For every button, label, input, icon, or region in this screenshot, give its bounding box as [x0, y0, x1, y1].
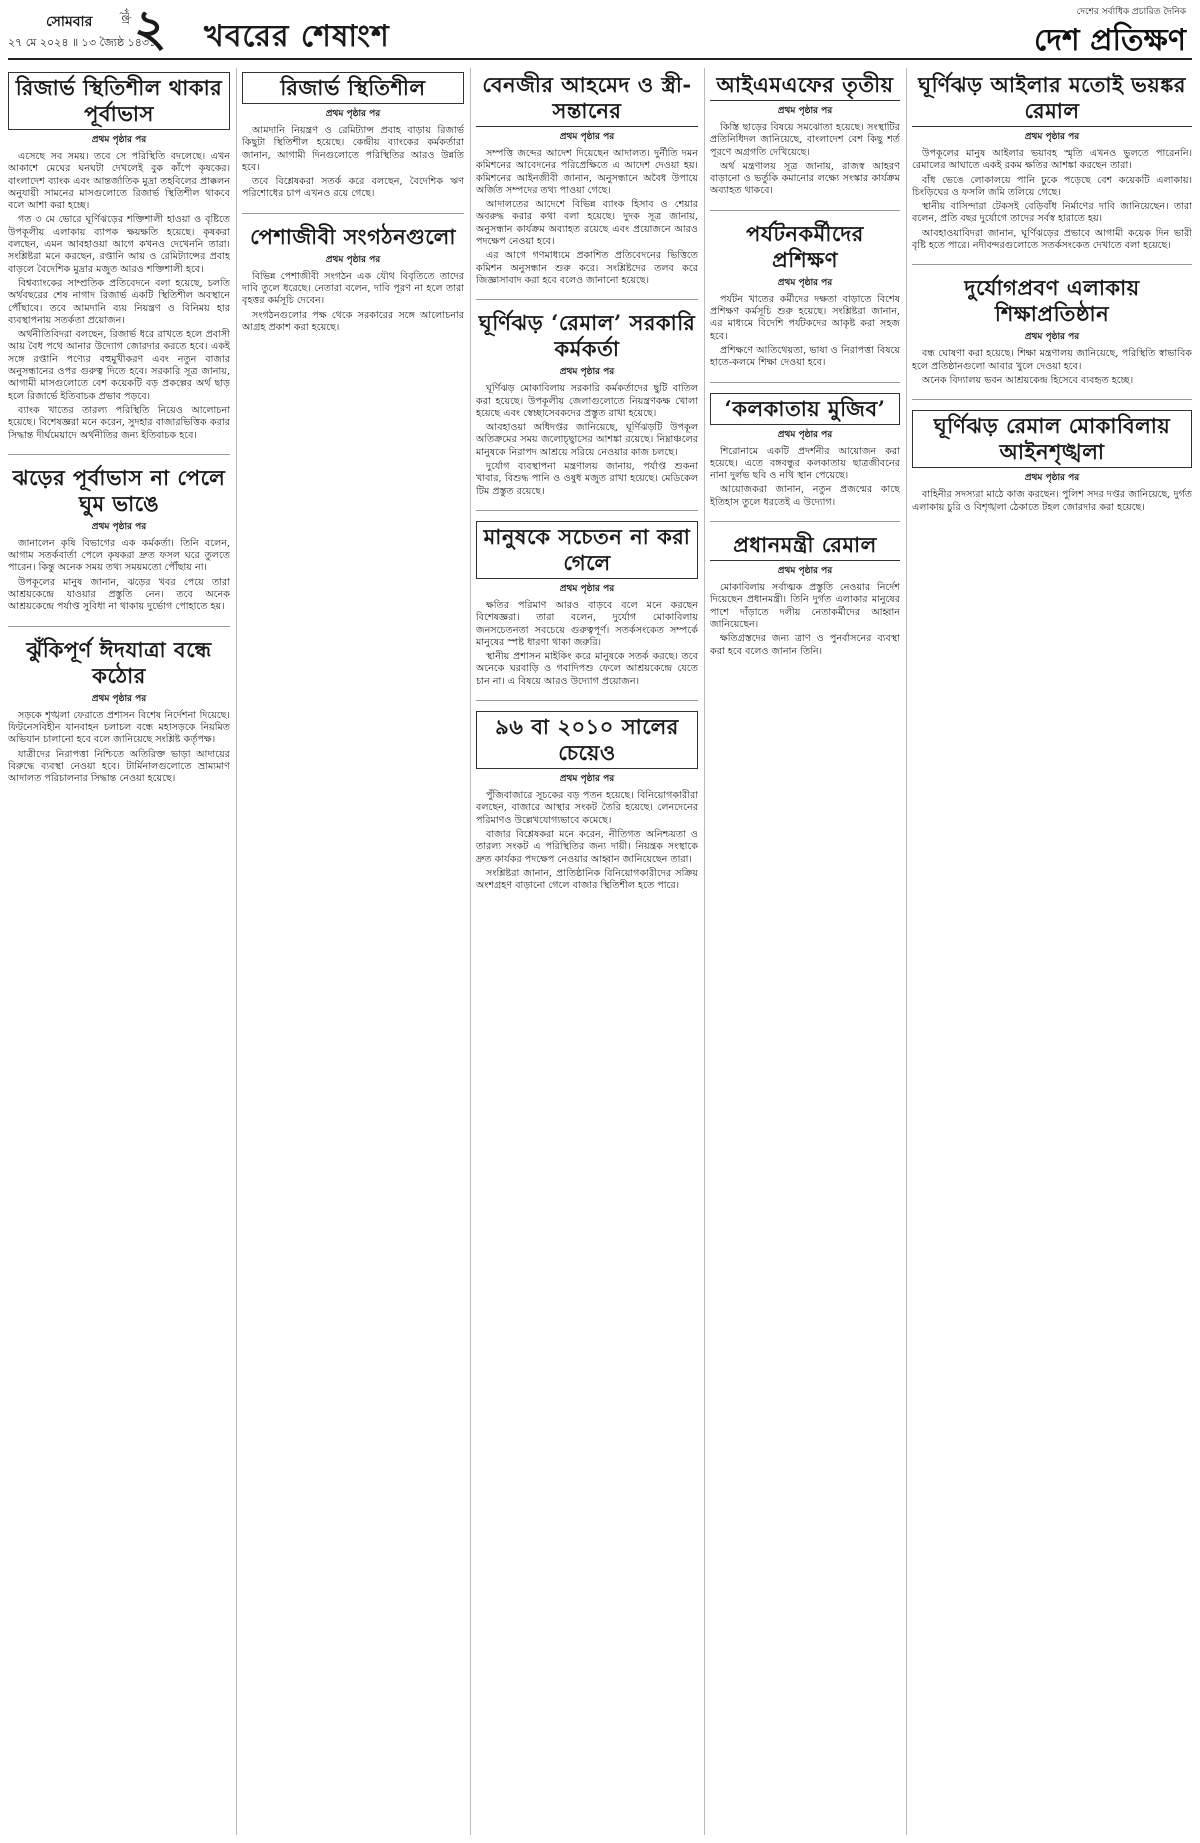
article-body	[710, 294, 900, 370]
paragraph: পুঁজিবাজারে সূচকের বড় পতন হয়েছে। বিনিয়োগকারীরা বলছেন, বাজারে আস্থার সংকট তৈরি হয়েছে। লেনদেনের পরিমাণও উল্লেখযোগ্যভাবে কমেছে।	[476, 790, 698, 826]
paragraph: কিস্তি ছাড়ের বিষয়ে সমঝোতা হয়েছে। সংস্থাটির প্রতিনিধিদল জানিয়েছে, বাংলাদেশ বেশ কিছু শর্ত পূরণে অগ্রগতি দেখিয়েছে।	[710, 122, 900, 158]
article-body	[912, 348, 1192, 387]
article-headline: প্রধানমন্ত্রী রেমাল	[710, 532, 900, 561]
article-headline: রিজার্ভ স্থিতিশীল	[242, 72, 464, 104]
column-5	[912, 68, 1192, 1833]
continued-label: প্রথম পৃষ্ঠার পর	[777, 429, 833, 440]
article-headline: ৯৬ বা ২০১০ সালের চেয়েও	[476, 711, 698, 769]
column-divider	[906, 68, 907, 1835]
masthead-day: সোমবার	[46, 14, 93, 30]
column-4	[710, 68, 900, 1833]
section-title: খবরের শেষাংশ	[204, 19, 390, 54]
article-headline: ঘূর্ণিঝড় আইলার মতোই ভয়ঙ্কর রেমাল	[912, 72, 1192, 127]
column-divider	[470, 68, 471, 1835]
article	[710, 528, 900, 660]
article	[476, 517, 698, 690]
paragraph: আয়োজকরা জানান, নতুন প্রজন্মের কাছে ইতিহাস তুলে ধরতেই এ উদ্যোগ।	[710, 484, 900, 508]
divider	[912, 264, 1192, 265]
continued-label: প্রথম পৃষ্ঠার পর	[91, 693, 147, 704]
masthead-rule	[8, 58, 1192, 60]
continued-label: প্রথম পৃষ্ঠার পর	[559, 367, 615, 378]
newspaper-logo: দেশ প্রতিক্ষণ	[1033, 23, 1186, 58]
article-body	[912, 489, 1192, 514]
paragraph: সড়কে শৃঙ্খলা ফেরাতে প্রশাসন বিশেষ নির্দেশনা দিয়েছে। ফিটনেসবিহীন যানবাহন চলাচল বন্ধে মহাসড়কে নিয়মিত অভিযান চালানো হবে বলে জানিয়েছে সংশ্লিষ্ট কর্তৃপক্ষ।	[8, 709, 230, 746]
paragraph: বাহিনীর সদস্যরা মাঠে কাজ করছেন। পুলিশ সদর দপ্তর জানিয়েছে, দুর্গত এলাকায় চুরি ও বিশৃঙ্খলা ঠেকাতে টহল জোরদার করা হয়েছে।	[912, 489, 1192, 513]
article-headline: আইএমএফের তৃতীয়	[710, 72, 900, 101]
masthead-date: ২৭ মে ২০২৪ ॥ ১৩ জ্যৈষ্ঠ ১৪৩১	[8, 36, 157, 49]
paragraph: মোকাবিলায় সর্বাত্মক প্রস্তুতি নেওয়ার নির্দেশ দিয়েছেন প্রধানমন্ত্রী। তিনি দুর্গত এলাকার মানুষের পাশে দাঁড়াতে দলীয় নেতাকর্মীদের আহ্বান জানিয়েছেন।	[710, 582, 900, 630]
paragraph: তবে বিশ্লেষকরা সতর্ক করে বলছেন, বৈদেশিক ঋণ পরিশোধের চাপ এখনও রয়ে গেছে।	[242, 176, 464, 200]
paragraph: শিরোনামে একটি প্রদর্শনীর আয়োজন করা হয়েছে। এতে বঙ্গবন্ধুর কলকাতায় ছাত্রজীবনের নানা দুর্লভ ছবি ও নথি স্থান পেয়েছে।	[710, 445, 900, 482]
paragraph: এসেছে সব সময়। তবে সে পরিস্থিতি বদলেছে। এখন আকাশে মেঘের ঘনঘটা দেখলেই বুক কাঁপে কৃষকের। বাংলাদেশ ব্যাংক এবং আন্তর্জাতিক মুদ্রা তহবিলের প্রাক্কলন অনুযায়ী সামনের মাসগুলোতে রিজার্ভ স্থিতিশীল থাকবে বলে আশা করা হচ্ছে।	[8, 151, 230, 212]
continued-label: প্রথম পৃষ্ঠার পর	[559, 774, 615, 785]
article-body	[476, 383, 698, 498]
divider	[710, 521, 900, 522]
divider	[476, 510, 698, 511]
article-body	[242, 271, 464, 334]
article-body	[8, 151, 230, 442]
paragraph: ঘূর্ণিঝড় মোকাবিলায় সরকারি কর্মকর্তাদের ছুটি বাতিল করা হয়েছে। উপকূলীয় জেলাগুলোতে নিয়ন্ত্রণকক্ষ খোলা হয়েছে এবং স্বেচ্ছাসেবকদের প্রস্তুত রাখা হয়েছে।	[476, 383, 698, 419]
paragraph: আবহাওয়া অধিদপ্তর জানিয়েছে, ঘূর্ণিঝড়টি উপকূল অতিক্রমের সময় জলোচ্ছ্বাসের আশঙ্কা রয়েছে। নিম্নাঞ্চলের মানুষকে নিরাপদ আশ্রয়ে সরিয়ে নেওয়ার কাজ চলছে।	[476, 422, 698, 458]
article-headline: পর্যটনকর্মীদের প্রশিক্ষণ	[746, 220, 864, 272]
article-headline: রিজার্ভ স্থিতিশীল থাকার পূর্বাভাস	[8, 72, 230, 130]
divider	[710, 210, 900, 211]
continued-label: প্রথম পৃষ্ঠার পর	[91, 135, 147, 145]
article-body	[476, 600, 698, 688]
article-headline: মানুষকে সচেতন না করা গেলে	[476, 521, 698, 579]
paragraph: দুর্যোগ ব্যবস্থাপনা মন্ত্রণালয় জানায়, পর্যাপ্ত শুকনা খাবার, বিশুদ্ধ পানি ও ওষুধ মজুত রাখা হয়েছে। মেডিকেল টিম প্রস্তুত রয়েছে।	[476, 461, 698, 497]
page-number-box	[116, 0, 176, 57]
page-word: পৃষ্ঠা	[119, 8, 130, 25]
article-headline: ‘কলকাতায় মুজিব’	[710, 393, 900, 425]
paragraph: বাঁধ ভেঙে লোকালয়ে পানি ঢুকে পড়েছে বেশ কয়েকটি এলাকায়। চিংড়িঘের ও ফসলি জমি তলিয়ে গেছে।	[912, 174, 1192, 198]
article	[242, 220, 464, 336]
continued-label: প্রথম পৃষ্ঠার পর	[1024, 473, 1080, 484]
column-1	[8, 68, 230, 1833]
article-body	[476, 790, 698, 892]
paragraph: বন্ধ ঘোষণা করা হয়েছে। শিক্ষা মন্ত্রণালয় জানিয়েছে, পরিস্থিতি স্বাভাবিক হলে প্রতিষ্ঠানগুলো আবার খুলে দেওয়া হবে।	[912, 348, 1192, 372]
divider	[912, 399, 1192, 400]
tagline: দেশের সর্বাধিক প্রচারিত দৈনিক	[1076, 7, 1186, 17]
article	[8, 633, 230, 788]
article	[476, 707, 698, 894]
article	[912, 406, 1192, 516]
paragraph: অনেক বিদ্যালয় ভবন আশ্রয়কেন্দ্র হিসেবে ব্যবহৃত হচ্ছে।	[922, 374, 1134, 386]
article	[8, 68, 230, 444]
paragraph: এর আগে গণমাধ্যমে প্রকাশিত প্রতিবেদনের ভিত্তিতে কমিশন অনুসন্ধান শুরু করে। সংশ্লিষ্টদের তলব করে জিজ্ঞাসাবাদ করা হবে বলেও জানানো হয়েছে।	[476, 250, 698, 286]
continued-label: প্রথম পৃষ্ঠার পর	[777, 277, 833, 288]
article-headline: ঘূর্ণিঝড় ‘রেমাল’ সরকারি কর্মকর্তা	[478, 310, 696, 362]
column-divider	[704, 68, 705, 1835]
article	[8, 461, 230, 616]
paragraph: অর্থনীতিবিদরা বলছেন, রিজার্ভ ধরে রাখতে হলে প্রবাসী আয় বৈধ পথে আনার উদ্যোগ জোরদার করতে হবে। একই সঙ্গে রপ্তানি পণ্যের বহুমুখীকরণ এবং নতুন বাজার অনুসন্ধানের ওপর গুরুত্ব দিতে হবে। সরকারি সূত্র জানায়, আগামী মাসগুলোতে বেশ কয়েকটি বড় প্রকল্পের অর্থ ছাড় হলে রিজার্ভে ইতিবাচক প্রভাব পড়বে।	[8, 329, 230, 402]
paragraph: উপকূলের মানুষ জানান, ঝড়ের খবর পেয়ে তারা আশ্রয়কেন্দ্রে যাওয়ার প্রস্তুতি নেন। তবে অনেক আশ্রয়কেন্দ্রে পর্যাপ্ত সুবিধা না থাকায় দুর্ভোগ পোহাতে হয়।	[8, 576, 230, 613]
divider	[8, 454, 230, 455]
article-body	[710, 122, 900, 198]
paragraph: সংগঠনগুলোর পক্ষ থেকে সরকারের সঙ্গে আলোচনার আগ্রহ প্রকাশ করা হয়েছে।	[242, 309, 464, 333]
paragraph: স্থানীয় প্রশাসন মাইকিং করে মানুষকে সতর্ক করছে। তবে অনেকে ঘরবাড়ি ও গবাদিপশু ফেলে আশ্রয়কেন্দ্রে যেতে চান না। এ বিষয়ে আরও উদ্যোগ প্রয়োজন।	[476, 651, 698, 687]
paragraph: জানালেন কৃষি বিভাগের এক কর্মকর্তা। তিনি বলেন, আগাম সতর্কবার্তা পেলে কৃষকরা দ্রুত ফসল ঘরে তুলতে পারেন। কিন্তু অনেক সময় তথ্য সময়মতো পৌঁছায় না।	[8, 537, 230, 574]
paragraph: বিভিন্ন পেশাজীবী সংগঠন এক যৌথ বিবৃতিতে তাদের দাবি তুলে ধরেছে। নেতারা বলেন, দাবি পূরণ না হলে তারা বৃহত্তর কর্মসূচি দেবেন।	[242, 270, 464, 307]
paragraph: স্থানীয় বাসিন্দারা টেকসই বেড়িবাঁধ নির্মাণের দাবি জানিয়েছেন। তারা বলেন, প্রতি বছর দুর্যোগে তাদের সর্বস্ব হারাতে হয়।	[912, 201, 1192, 225]
article	[476, 68, 698, 289]
divider	[710, 382, 900, 383]
paragraph: আদালতের আদেশে বিভিন্ন ব্যাংক হিসাব ও শেয়ার অবরুদ্ধ করার কথা বলা হয়েছে। দুদক সূত্র জানায়, অনুসন্ধান কার্যক্রম অব্যাহত রয়েছে এবং প্রয়োজনে আরও পদক্ষেপ নেওয়া হবে।	[476, 199, 698, 248]
paragraph: ক্ষতির পরিমাণ আরও বাড়বে বলে মনে করছেন বিশেষজ্ঞরা। তারা বলেন, দুর্যোগ মোকাবিলায় জনসচেতনতা সবচেয়ে গুরুত্বপূর্ণ। সতর্কসংকেত সম্পর্কে মানুষের স্পষ্ট ধারণা থাকা জরুরি।	[476, 599, 698, 648]
divider	[476, 700, 698, 701]
article-body	[242, 125, 464, 201]
article	[912, 271, 1192, 389]
continued-label: প্রথম পৃষ্ঠার পর	[559, 583, 615, 594]
column-divider	[236, 68, 237, 1835]
article	[912, 68, 1192, 254]
article-body	[912, 148, 1192, 252]
divider	[476, 299, 698, 300]
article-headline: বেনজীর আহমেদ ও স্ত্রী-সন্তানের	[476, 72, 698, 127]
page-number: ২	[134, 0, 167, 57]
paragraph: বাজার বিশ্লেষকরা মনে করেন, নীতিগত অনিশ্চয়তা ও তারল্য সংকট এ পরিস্থিতির জন্য দায়ী। নিয়ন্ত্রক সংস্থাকে দ্রুত কার্যকর পদক্ষেপ নেওয়ার আহ্বান জানিয়েছেন তারা।	[476, 828, 698, 865]
article-body	[710, 582, 900, 658]
paragraph: ক্ষতিগ্রস্তদের জন্য ত্রাণ ও পুনর্বাসনের ব্যবস্থা করা হবে বলেও জানান তিনি।	[710, 633, 900, 657]
paragraph: গত ৩ মে ভোরে ঘূর্ণিঝড়ের শক্তিশালী হাওয়া ও বৃষ্টিতে উপকূলীয় এলাকায় ব্যাপক ক্ষয়ক্ষতি হয়েছে। কৃষকরা বলছেন, এমন আবহাওয়া আগে কখনও দেখেননি তারা। সংশ্লিষ্টরা মনে করছেন, রপ্তানি আয় ও রেমিট্যান্সের প্রবাহ বাড়লে বৈদেশিক মুদ্রার মজুত আরও শক্তিশালী হবে।	[8, 214, 230, 275]
divider	[242, 213, 464, 214]
article	[710, 389, 900, 511]
paragraph: বিশ্বব্যাংকের সাম্প্রতিক প্রতিবেদনে বলা হয়েছে, চলতি অর্থবছরের শেষ নাগাদ রিজার্ভ একটি স্থিতিশীল অবস্থানে পৌঁছাবে। তবে আমদানি ব্যয় নিয়ন্ত্রণ ও বিনিময় হার ব্যবস্থাপনায় সতর্কতা প্রয়োজন।	[8, 277, 230, 326]
continued-label: প্রথম পৃষ্ঠার পর	[559, 132, 615, 142]
paragraph: আমদানি নিয়ন্ত্রণ ও রেমিট্যান্স প্রবাহ বাড়ায় রিজার্ভ কিছুটা স্থিতিশীল হয়েছে। কেন্দ্রীয় ব্যাংকের কর্মকর্তারা জানান, আগামী দিনগুলোতে পরিস্থিতির আরও উন্নতি হবে।	[242, 125, 464, 173]
article-headline: পেশাজীবী সংগঠনগুলো	[250, 223, 456, 249]
continued-label: প্রথম পৃষ্ঠার পর	[1024, 132, 1080, 142]
article-body	[710, 446, 900, 509]
continued-label: প্রথম পৃষ্ঠার পর	[325, 254, 381, 265]
article-headline: ঝড়ের পূর্বাভাস না পেলে ঘুম ভাঙে	[12, 464, 226, 516]
article	[710, 68, 900, 200]
article-body	[476, 148, 698, 287]
masthead	[8, 0, 1192, 62]
paragraph: উপকূলের মানুষ আইলার ভয়াবহ স্মৃতি এখনও ভুলতে পারেননি। রেমালের আঘাতে একই রকম ক্ষতির আশঙ্কা করছেন তারা।	[912, 148, 1192, 172]
paragraph: প্রশিক্ষণে আতিথেয়তা, ভাষা ও নিরাপত্তা বিষয়ে হাতে-কলমে শিক্ষা দেওয়া হবে।	[710, 344, 900, 369]
continued-label: প্রথম পৃষ্ঠার পর	[777, 106, 833, 116]
masthead-brand	[932, 4, 1192, 56]
article	[476, 306, 698, 500]
column-2	[242, 68, 464, 1833]
article	[242, 68, 464, 203]
paragraph: অর্থ মন্ত্রণালয় সূত্র জানায়, রাজস্ব আহরণ বাড়ানো ও ভর্তুকি কমানোর লক্ষ্যে সংস্কার কার্যক্রম অব্যাহত থাকবে।	[710, 160, 900, 197]
article-headline: দুর্যোগপ্রবণ এলাকায় শিক্ষাপ্রতিষ্ঠান	[964, 275, 1140, 327]
column-3	[476, 68, 698, 1833]
paragraph: পর্যটন খাতের কর্মীদের দক্ষতা বাড়াতে বিশেষ প্রশিক্ষণ কর্মসূচি শুরু হয়েছে। সংশ্লিষ্টরা জানান, এর মাধ্যমে বিদেশি পর্যটকদের আকৃষ্ট করা সহজ হবে।	[710, 293, 900, 342]
paragraph: সম্পত্তি জব্দের আদেশ দিয়েছেন আদালত। দুর্নীতি দমন কমিশনের আবেদনের পরিপ্রেক্ষিতে এ আদেশ দেওয়া হয়। কমিশনের আইনজীবী জানান, অনুসন্ধানে অবৈধ উপায়ে অর্জিত সম্পদের তথ্য পাওয়া গেছে।	[476, 148, 698, 196]
divider	[8, 626, 230, 627]
article-headline: ঝুঁকিপূর্ণ ঈদযাত্রা বন্ধে কঠোর	[26, 636, 212, 688]
continued-label: প্রথম পৃষ্ঠার পর	[1024, 332, 1080, 343]
continued-label: প্রথম পৃষ্ঠার পর	[325, 109, 381, 119]
article-body	[8, 538, 230, 614]
paragraph: যাত্রীদের নিরাপত্তা নিশ্চিতে অতিরিক্ত ভাড়া আদায়ের বিরুদ্ধে ব্যবস্থা নেওয়া হবে। টার্মিনালগুলোতে ভ্রাম্যমাণ আদালত পরিচালনার সিদ্ধান্ত নেওয়া হয়েছে।	[8, 748, 230, 785]
paragraph: আবহাওয়াবিদরা জানান, ঘূর্ণিঝড়ের প্রভাবে আগামী কয়েক দিন ভারী বৃষ্টি হতে পারে। নদীবন্দরগুলোতে সতর্কসংকেত দেখাতে বলা হয়েছে।	[912, 227, 1192, 252]
continued-label: প্রথম পৃষ্ঠার পর	[91, 521, 147, 532]
paragraph: সংশ্লিষ্টরা জানান, প্রাতিষ্ঠানিক বিনিয়োগকারীদের সক্রিয় অংশগ্রহণ বাড়ানো গেলে বাজার স্থিতিশীল হতে পারে।	[476, 867, 698, 892]
article-headline: ঘূর্ণিঝড় রেমাল মোকাবিলায় আইনশৃঙ্খলা	[912, 410, 1192, 468]
continued-label: প্রথম পৃষ্ঠার পর	[777, 566, 833, 577]
article	[710, 217, 900, 372]
article-body	[8, 710, 230, 786]
paragraph: ব্যাংক খাতের তারল্য পরিস্থিতি নিয়েও আলোচনা হয়েছে। বিশেষজ্ঞরা মনে করেন, সুদহার বাজারভিত্তিক করার সিদ্ধান্ত দীর্ঘমেয়াদে অর্থনীতির জন্য ইতিবাচক হবে।	[8, 404, 230, 441]
